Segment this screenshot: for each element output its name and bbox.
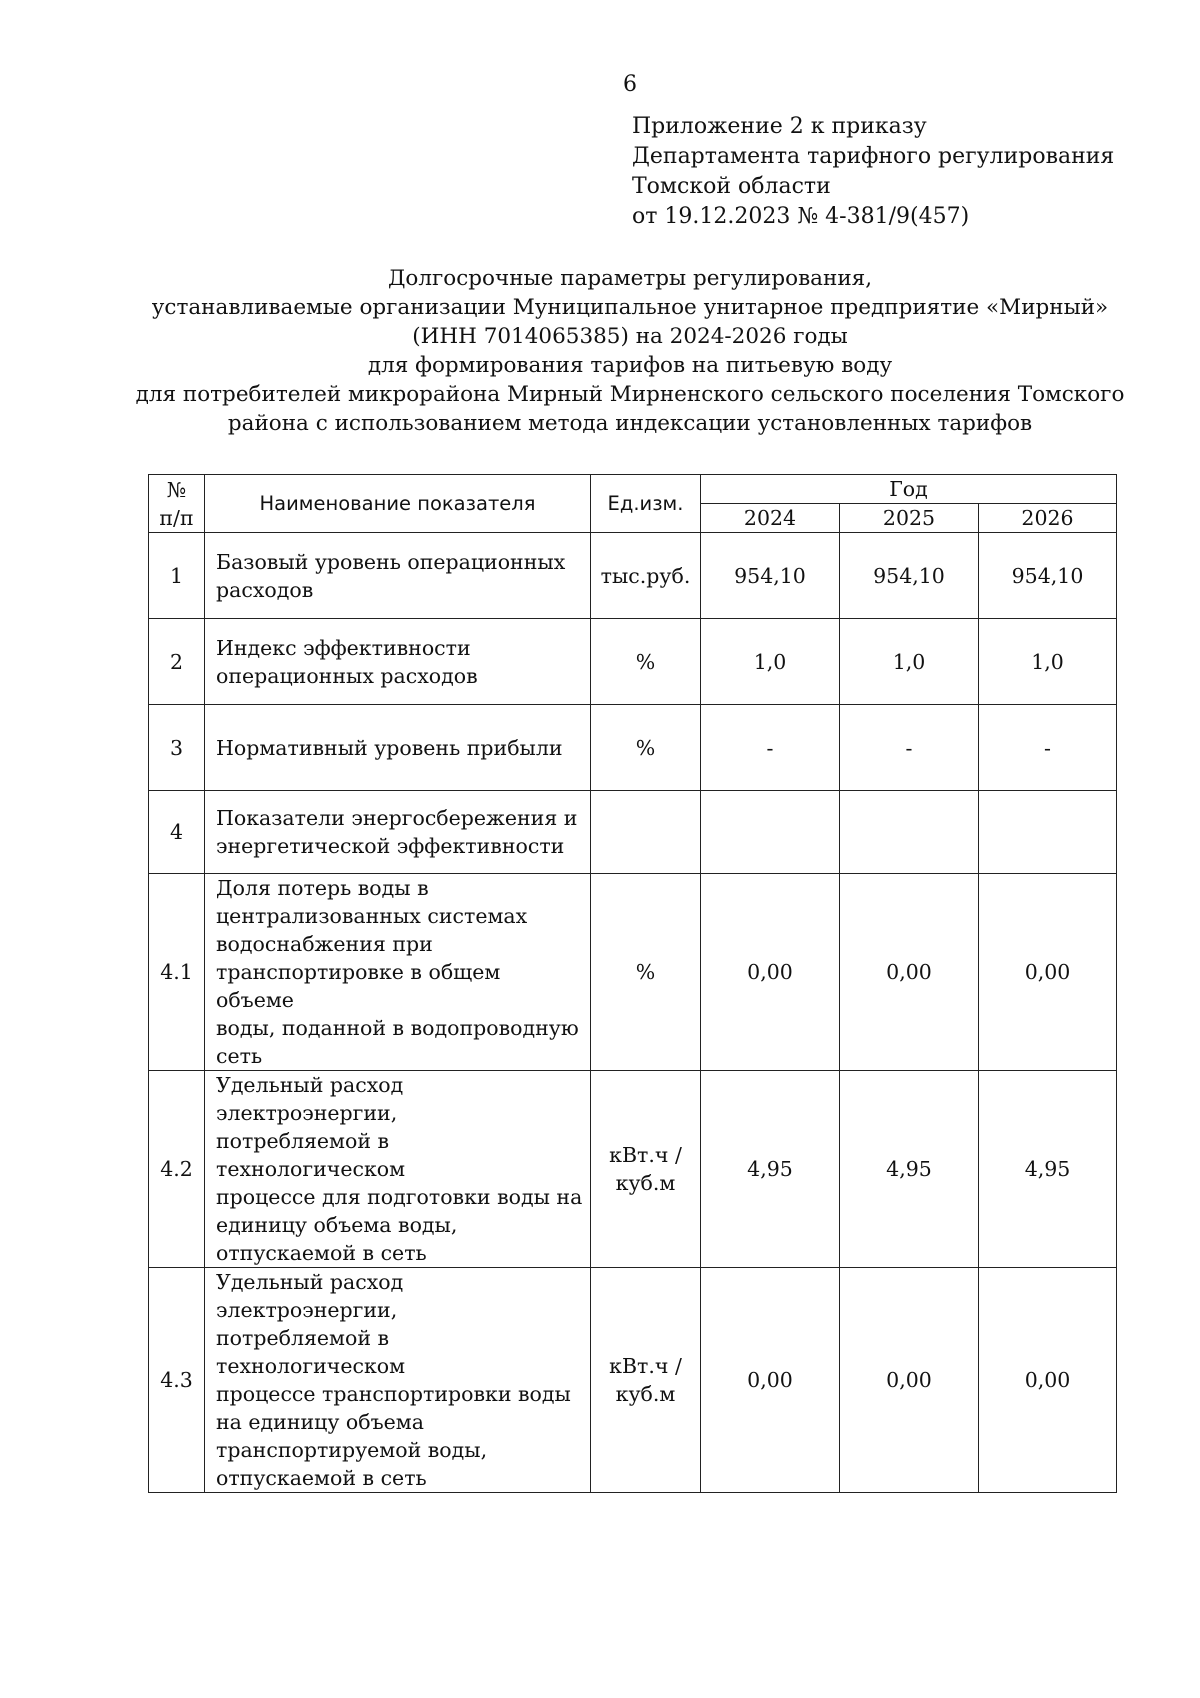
name-line: централизованных системах xyxy=(216,904,528,928)
row-value-2024: 954,10 xyxy=(701,533,840,619)
unit-line: тыс.руб. xyxy=(600,563,691,588)
row-value-2025: 1,0 xyxy=(840,619,979,705)
appendix-reference xyxy=(632,112,1114,232)
document-title xyxy=(100,264,1160,438)
appendix-line: от 19.12.2023 № 4-381/9(457) xyxy=(632,204,970,229)
name-line: Удельный расход электроэнергии, xyxy=(216,1270,404,1322)
row-value-2024: 0,00 xyxy=(701,874,840,1071)
row-number: 2 xyxy=(149,619,205,705)
row-value-2026: 954,10 xyxy=(979,533,1117,619)
row-value-2024: - xyxy=(701,705,840,791)
table-row xyxy=(149,874,1117,1071)
row-indicator-name xyxy=(205,1071,591,1268)
row-value-2025: 954,10 xyxy=(840,533,979,619)
table-row xyxy=(149,1071,1117,1268)
header-year-2025: 2025 xyxy=(840,504,979,533)
row-indicator-name xyxy=(205,619,591,705)
header-number-line: п/п xyxy=(159,505,194,530)
row-value-2026 xyxy=(979,791,1117,874)
name-line: единицу объема воды, xyxy=(216,1213,458,1237)
header-number xyxy=(149,475,205,533)
unit-line: куб.м xyxy=(615,1382,676,1406)
row-unit xyxy=(591,1071,701,1268)
title-line: (ИНН 7014065385) на 2024-2026 годы xyxy=(412,324,848,349)
name-line: потребляемой в технологическом xyxy=(216,1129,406,1181)
page-number: 6 xyxy=(623,72,637,97)
parameters-table xyxy=(148,474,1117,1493)
row-value-2024: 4,95 xyxy=(701,1071,840,1268)
row-value-2026: 0,00 xyxy=(979,1268,1117,1493)
name-line: отпускаемой в сеть xyxy=(216,1466,427,1490)
unit-line: куб.м xyxy=(615,1171,676,1195)
name-line: потребляемой в технологическом xyxy=(216,1326,406,1378)
appendix-line: Приложение 2 к приказу xyxy=(632,114,927,139)
table-row xyxy=(149,791,1117,874)
header-year: Год xyxy=(701,475,1117,504)
table-row xyxy=(149,619,1117,705)
unit-line: кВт.ч / xyxy=(609,1354,682,1378)
row-number: 4 xyxy=(149,791,205,874)
appendix-line: Томской области xyxy=(632,174,831,199)
header-year-2024: 2024 xyxy=(701,504,840,533)
name-line: сеть xyxy=(216,1044,263,1068)
name-line: отпускаемой в сеть xyxy=(216,1241,427,1265)
row-unit xyxy=(591,874,701,1071)
row-number: 4.3 xyxy=(149,1268,205,1493)
row-indicator-name xyxy=(205,874,591,1071)
row-value-2026: 1,0 xyxy=(979,619,1117,705)
row-unit xyxy=(591,705,701,791)
row-unit xyxy=(591,1268,701,1493)
table-row xyxy=(149,533,1117,619)
header-number-line: № xyxy=(166,477,187,502)
row-number: 1 xyxy=(149,533,205,619)
row-value-2026: 4,95 xyxy=(979,1071,1117,1268)
name-line: транспортировке в общем объеме xyxy=(216,960,501,1012)
row-unit xyxy=(591,791,701,874)
row-value-2026: - xyxy=(979,705,1117,791)
name-line: Доля потерь воды в xyxy=(216,876,429,900)
title-line: для формирования тарифов на питьевую воду xyxy=(367,353,893,378)
appendix-line: Департамента тарифного регулирования xyxy=(632,144,1115,169)
row-unit xyxy=(591,619,701,705)
row-number: 4.1 xyxy=(149,874,205,1071)
name-line: водоснабжения при xyxy=(216,932,433,956)
name-line: Удельный расход электроэнергии, xyxy=(216,1073,404,1125)
row-value-2024: 1,0 xyxy=(701,619,840,705)
name-line: операционных расходов xyxy=(216,663,478,688)
unit-line: % xyxy=(635,649,656,674)
title-line: Долгосрочные параметры регулирования, xyxy=(387,266,873,291)
header-indicator-name: Наименование показателя xyxy=(205,475,591,533)
row-value-2025 xyxy=(840,791,979,874)
row-value-2025: 4,95 xyxy=(840,1071,979,1268)
name-line: воды, поданной в водопроводную xyxy=(216,1016,579,1040)
row-indicator-name xyxy=(205,791,591,874)
name-line: Показатели энергосбережения и xyxy=(216,806,578,830)
table-row xyxy=(149,1268,1117,1493)
unit-line: % xyxy=(635,735,656,760)
unit-line: % xyxy=(635,960,656,984)
name-line: расходов xyxy=(216,577,314,602)
row-value-2025: 0,00 xyxy=(840,1268,979,1493)
name-line: транспортируемой воды, xyxy=(216,1438,488,1462)
title-line: для потребителей микрорайона Мирный Мирненского сельского поселения Томского xyxy=(135,382,1125,407)
row-indicator-name xyxy=(205,1268,591,1493)
name-line: Базовый уровень операционных xyxy=(216,549,566,574)
row-number: 4.2 xyxy=(149,1071,205,1268)
name-line: на единицу объема xyxy=(216,1410,424,1434)
header-year-2026: 2026 xyxy=(979,504,1117,533)
row-value-2025: 0,00 xyxy=(840,874,979,1071)
name-line: Индекс эффективности xyxy=(216,635,471,660)
name-line: процессе для подготовки воды на xyxy=(216,1185,583,1209)
row-value-2025: - xyxy=(840,705,979,791)
row-indicator-name xyxy=(205,533,591,619)
row-unit xyxy=(591,533,701,619)
row-value-2024: 0,00 xyxy=(701,1268,840,1493)
name-line: Нормативный уровень прибыли xyxy=(216,735,563,760)
header-unit: Ед.изм. xyxy=(591,475,701,533)
row-number: 3 xyxy=(149,705,205,791)
name-line: процессе транспортировки воды xyxy=(216,1382,571,1406)
name-line: энергетической эффективности xyxy=(216,834,565,858)
table-row xyxy=(149,705,1117,791)
row-value-2024 xyxy=(701,791,840,874)
unit-line: кВт.ч / xyxy=(609,1143,682,1167)
title-line: района с использованием метода индексации установленных тарифов xyxy=(227,411,1033,436)
title-line: устанавливаемые организации Муниципальное унитарное предприятие «Мирный» xyxy=(151,295,1109,320)
row-indicator-name xyxy=(205,705,591,791)
row-value-2026: 0,00 xyxy=(979,874,1117,1071)
